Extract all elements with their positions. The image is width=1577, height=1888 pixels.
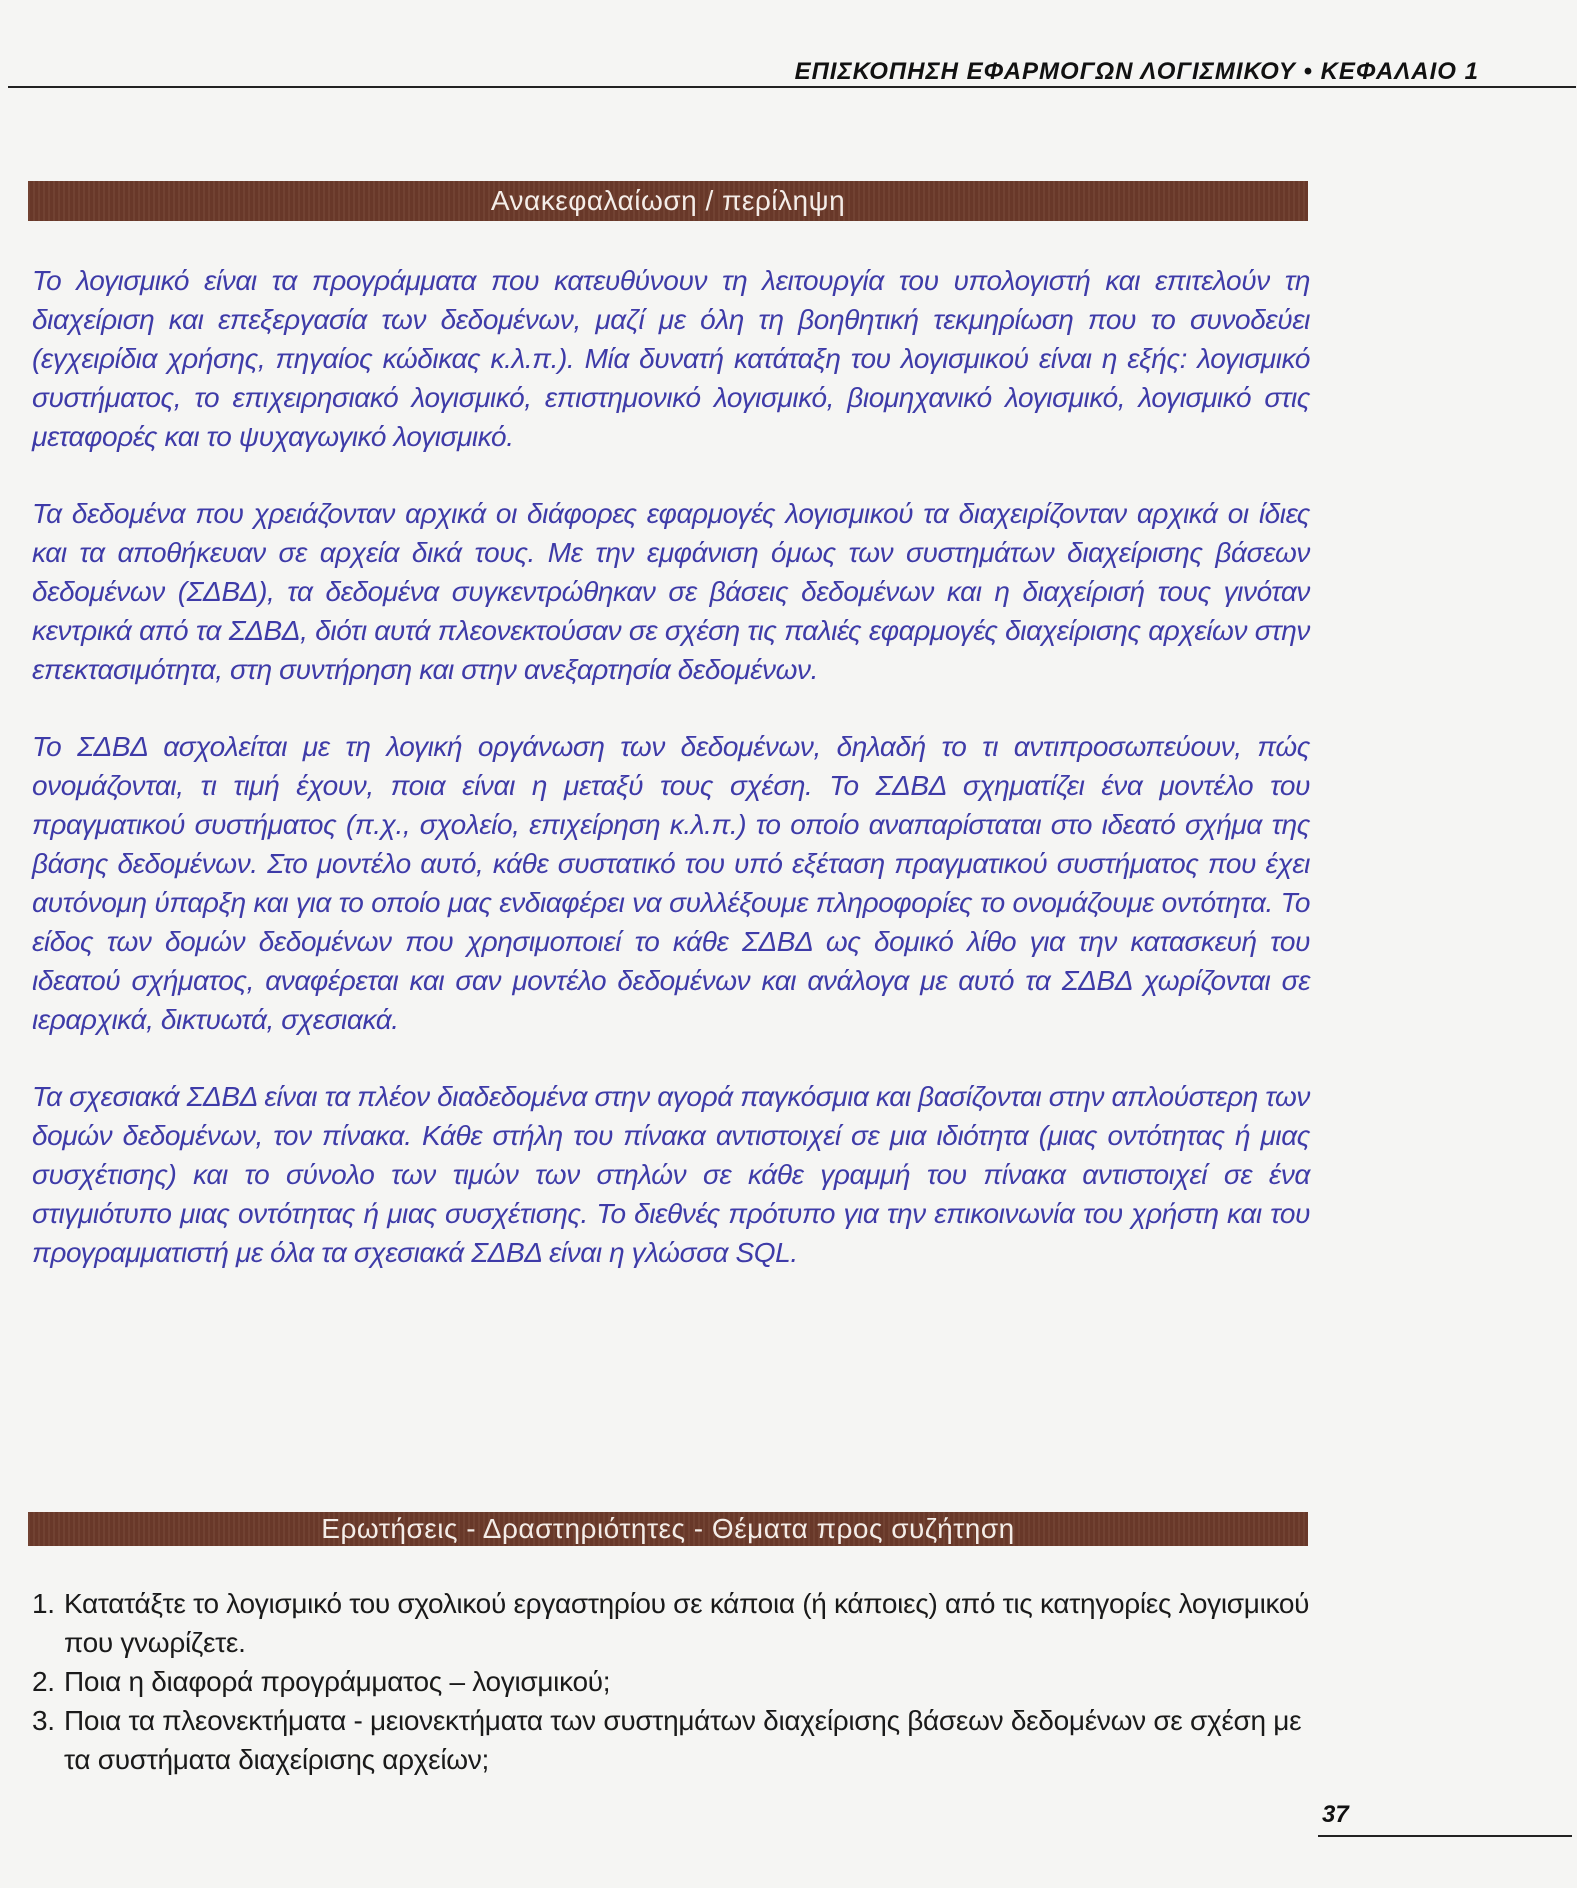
questions-list — [32, 1584, 1310, 1779]
question-number: 1. — [32, 1588, 55, 1619]
running-header: ΕΠΙΣΚΟΠΗΣΗ ΕΦΑΡΜΟΓΩΝ ΛΟΓΙΣΜΙΚΟΥ • ΚΕΦΑΛΑΙΟ 1 — [794, 58, 1479, 85]
question-text: Κατατάξτε το λογισμικό του σχολικού εργαστηρίου σε κάποια (ή κάποιες) από τις κατηγορίες λογισμικού που γνωρίζετε. — [64, 1588, 1310, 1658]
summary-paragraph: Το λογισμικό είναι τα προγράμματα που κατευθύνουν τη λειτουργία του υπολογιστή και επιτελούν τη διαχείριση και επεξεργασία των δεδομένων, μαζί με όλη τη βοηθητική τεκμηρίωση που το συνοδεύει (εγχειρίδια χρήσης, πηγαίος κώδικας κ.λ.π.). Μία δυνατή κατάταξη του λογισμικού είναι η εξής: λογισμικό συστήματος, το επιχειρησιακό λογισμικό, επιστημονικό λογισμικό, βιομηχανικό λογισμικό, λογισμικό στις μεταφορές και το ψυχαγωγικό λογισμικό. — [32, 265, 1310, 452]
header-rule — [8, 86, 1576, 88]
question-text: Ποια τα πλεονεκτήματα - μειονεκτήματα των συστημάτων διαχείρισης βάσεων δεδομένων σε σχέση με τα συστήματα διαχείρισης αρχείων; — [64, 1705, 1302, 1775]
summary-body — [32, 261, 1310, 1310]
page-number: 37 — [1322, 1801, 1349, 1828]
question-number: 2. — [32, 1666, 55, 1697]
question-text: Ποια η διαφορά προγράμματος – λογισμικού; — [64, 1666, 611, 1697]
summary-section-title: Ανακεφαλαίωση / περίληψη — [28, 181, 1308, 221]
question-item — [32, 1584, 1310, 1662]
summary-paragraph: Τα σχεσιακά ΣΔΒΔ είναι τα πλέον διαδεδομένα στην αγορά παγκόσμια και βασίζονται στην απλούστερη των δομών δεδομένων, τον πίνακα. Κάθε στήλη του πίνακα αντιστοιχεί σε μια ιδιότητα (μιας οντότητας ή μιας συσχέτισης) και το σύνολο των τιμών των στηλών σε κάθε γραμμή του πίνακα αντιστοιχεί σε ένα στιγμιότυπο μιας οντότητας ή μιας συσχέτισης. Το διεθνές πρότυπο για την επικοινωνία του χρήστη και του προγραμματιστή με όλα τα σχεσιακά ΣΔΒΔ είναι η γλώσσα SQL. — [32, 1081, 1310, 1268]
question-item — [32, 1701, 1310, 1779]
questions-section-title: Ερωτήσεις - Δραστηριότητες - Θέματα προς συζήτηση — [28, 1512, 1308, 1546]
question-item — [32, 1662, 1310, 1701]
question-number: 3. — [32, 1705, 55, 1736]
footer-rule — [1318, 1835, 1572, 1837]
summary-paragraph: Το ΣΔΒΔ ασχολείται με τη λογική οργάνωση των δεδομένων, δηλαδή το τι αντιπροσωπεύουν, πώς ονομάζονται, τι τιμή έχουν, ποια είναι η μεταξύ τους σχέση. Το ΣΔΒΔ σχηματίζει ένα μοντέλο του πραγματικού συστήματος (π.χ., σχολείο, επιχείρηση κ.λ.π.) το οποίο αναπαρίσταται στο ιδεατό σχήμα της βάσης δεδομένων. Στο μοντέλο αυτό, κάθε συστατικό του υπό εξέταση πραγματικού συστήματος που έχει αυτόνομη ύπαρξη και για το οποίο μας ενδιαφέρει να συλλέξουμε πληροφορίες το ονομάζουμε οντότητα. Το είδος των δομών δεδομένων που χρησιμοποιεί το κάθε ΣΔΒΔ ως δομικό λίθο για την κατασκευή του ιδεατού σχήματος, αναφέρεται και σαν μοντέλο δεδομένων και ανάλογα με αυτό τα ΣΔΒΔ χωρίζονται σε ιεραρχικά, δικτυωτά, σχεσιακά. — [32, 731, 1310, 1035]
summary-paragraph: Τα δεδομένα που χρειάζονταν αρχικά οι διάφορες εφαρμογές λογισμικού τα διαχειρίζονταν αρχικά οι ίδιες και τα αποθήκευαν σε αρχεία δικά τους. Με την εμφάνιση όμως των συστημάτων διαχείρισης βάσεων δεδομένων (ΣΔΒΔ), τα δεδομένα συγκεντρώθηκαν σε βάσεις δεδομένων και η διαχείρισή τους γινόταν κεντρικά από τα ΣΔΒΔ, διότι αυτά πλεονεκτούσαν σε σχέση τις παλιές εφαρμογές διαχείρισης αρχείων στην επεκτασιμότητα, στη συντήρηση και στην ανεξαρτησία δεδομένων. — [32, 498, 1310, 685]
